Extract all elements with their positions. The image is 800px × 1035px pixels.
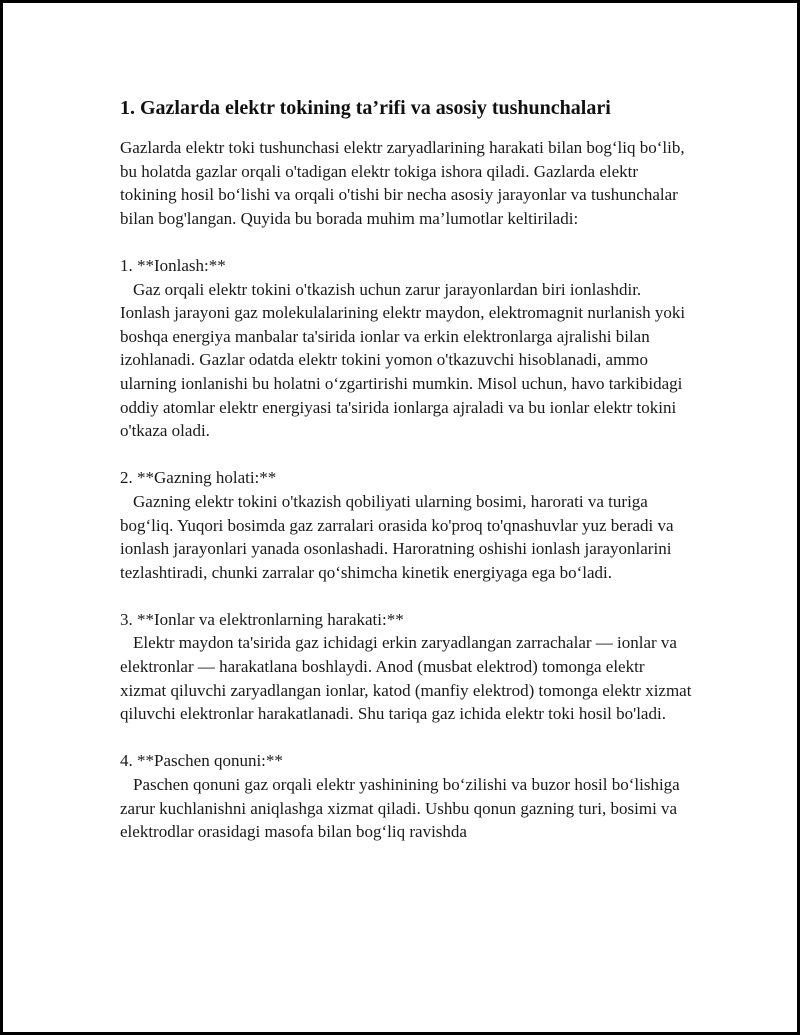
section-text: Gaz orqali elektr tokini o'tkazish uchun zarur jarayonlardan biri ionlashdir. Ionlash jarayoni gaz molekulalarining elektr maydon, elektromagnit nurlanish yoki boshqa energiya manbalar ta'sirida ionlar va erkin elektronlarga ajralishi bilan izohlanadi. Gazlar odatda elektr tokini yomon o'tkazuvchi hisoblanadi, ammo ularning ionlanishi bu holatni o‘zgartirishi mumkin. Misol uchun, havo tarkibidagi oddiy atomlar elektr energiyasi ta'sirida ionlarga ajraladi va bu ionlar elektr tokini o'tkaza oladi. [120, 279, 686, 441]
section-text: Gazning elektr tokini o'tkazish qobiliyati ularning bosimi, harorati va turiga bog‘liq. Yuqori bosimda gaz zarralari orasida ko'proq to'qnashuvlar yuz beradi va ionlash jarayonlari yanada osonlashadi. Haroratning oshishi ionlash jarayonlarini tezlashtiradi, chunki zarralar qo‘shimcha kinetik energiyaga ega bo‘ladi. [120, 491, 674, 582]
section-heading: 4. **Paschen qonuni:** [120, 751, 283, 771]
section-ionlash [120, 254, 694, 443]
section-heading: 1. **Ionlash:** [120, 255, 226, 275]
intro-paragraph: Gazlarda elektr toki tushunchasi elektr zaryadlarining harakati bilan bog‘liq bo‘lib, bu holatda gazlar orqali o'tadigan elektr tokiga ishora qiladi. Gazlarda elektr tokining hosil bo‘lishi va orqali o'tishi bir necha asosiy jarayonlar va tushunchalar bilan bog'langan. Quyida bu borada muhim ma’lumotlar keltiriladi: [120, 138, 685, 228]
section-heading: 3. **Ionlar va elektronlarning harakati:** [120, 609, 404, 629]
section-ionlar-harakati [120, 608, 694, 726]
section-heading: 2. **Gazning holati:** [120, 468, 277, 488]
section-paschen-qonuni [120, 749, 694, 843]
section-text: Elektr maydon ta'sirida gaz ichidagi erkin zaryadlangan zarrachalar — ionlar va elektronlar — harakatlana boshlaydi. Anod (musbat elektrod) tomonga elektr xizmat qiluvchi zaryadlangan ionlar, katod (manfiy elektrod) tomonga elektr xizmat qiluvchi elektronlar harakatlanadi. Shu tariqa gaz ichida elektr toki hosil bo'ladi. [120, 633, 692, 724]
section-text: Paschen qonuni gaz orqali elektr yashinining bo‘zilishi va buzor hosil bo‘lishiga zarur kuchlanishni aniqlashga xizmat qiladi. Ushbu qonun gazning turi, bosimi va elektrodlar orasidagi masofa bilan bog‘liq ravishda [120, 775, 680, 842]
section-gazning-holati [120, 466, 694, 584]
document-content [120, 94, 694, 844]
document-title: 1. Gazlarda elektr tokining ta’rifi va asosiy tushunchalari [120, 97, 611, 119]
